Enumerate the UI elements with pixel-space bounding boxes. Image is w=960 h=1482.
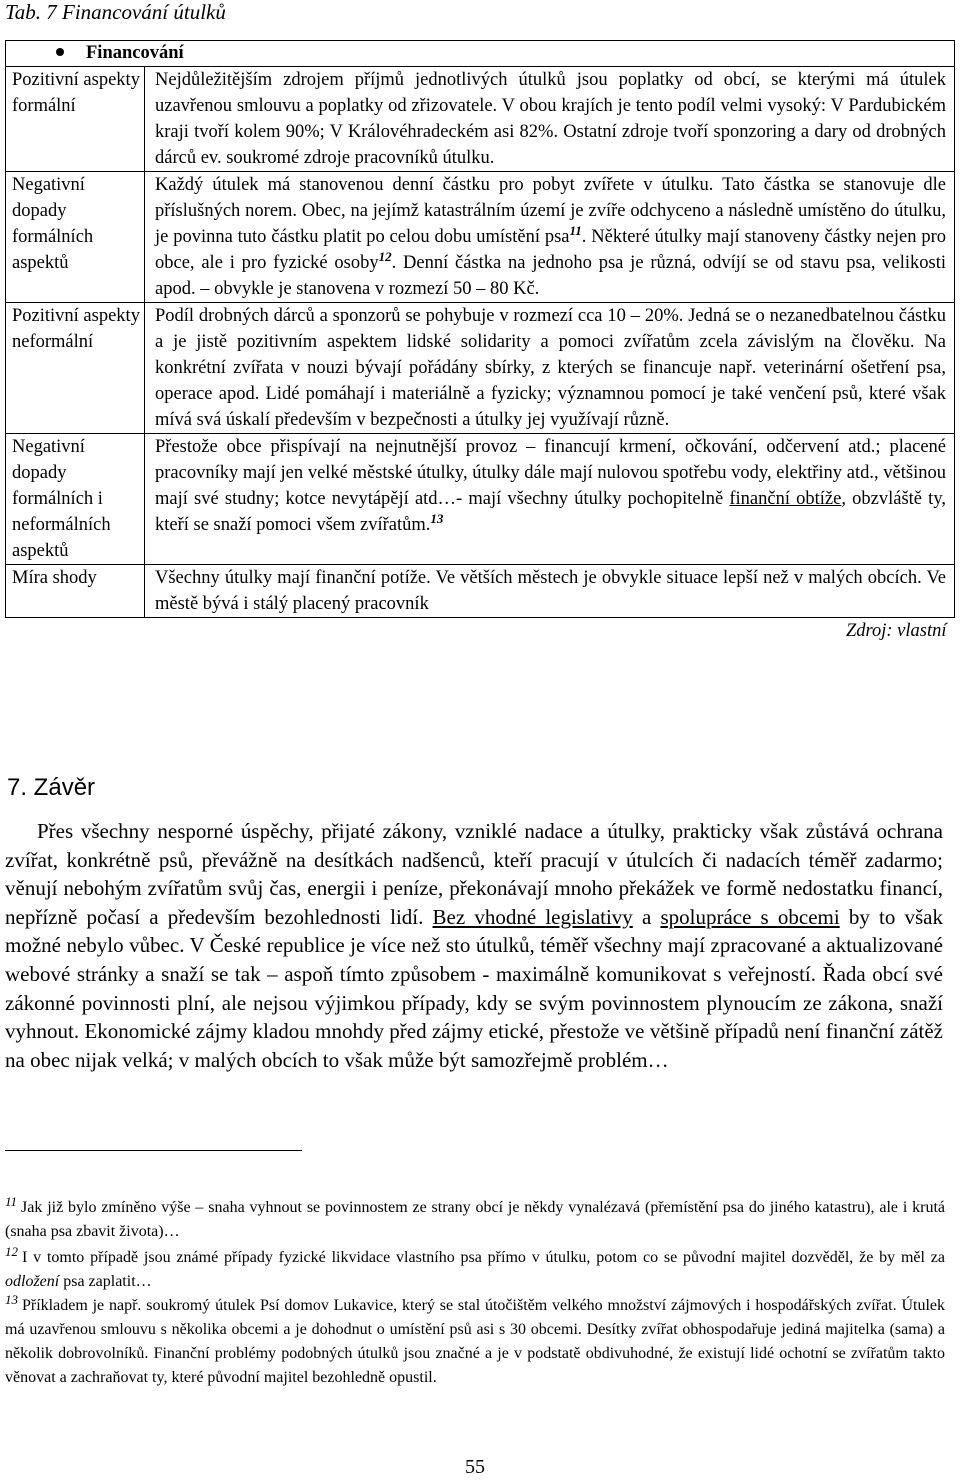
table-source: Zdroj: vlastní [845, 621, 947, 641]
table-row [6, 303, 955, 434]
row-text-part: , obzvláště ty, kteří se snaží pomoci všem zvířatům. [155, 489, 946, 535]
section-heading-cell [6, 41, 955, 67]
footnote-number: 11 [5, 1193, 18, 1209]
row-label: Míra shody [6, 565, 145, 618]
underlined-phrase: spolupráce s obcemi [660, 904, 840, 929]
row-text [145, 172, 955, 303]
source-row [6, 618, 955, 645]
section-heading: Financování [86, 43, 184, 63]
bullet-icon [56, 48, 64, 56]
table-row [6, 172, 955, 303]
row-text: Nejdůležitějším zdrojem příjmů jednotlivých útulků jsou poplatky od obcí, se kterými má útulek uzavřenou smlouvu a poplatky od zřizovatele. V obou krajích je tento podíl velmi vysoký: V Pardubickém kraji tvoří kolem 90%; V Královéhradeckém asi 82%. Ostatní zdroje tvoří sponzoring a dary od drobných dárců ev. soukromé zdroje pracovníků útulku. [145, 67, 955, 172]
footnote-divider [5, 1150, 302, 1151]
footnote-text: Příkladem je např. soukromý útulek Psí domov Lukavice, který se stal útočištěm velkého množství zájmových i hospodářských zvířat. Útulek má uzavřenou smlouvu s několika obcemi a je dohodnut o umístění psů asi s 30 obcemi. Desítky zvířat obhospodařuje jediná majitelka (sama) a několik dobrovolníků. Finanční problémy podobných útulků jsou značné a je v podstatě obdivuhodné, že existují lidé ochotní se zvířatům takto věnovat a zachraňovat ty, které původní majitel bezohledně opustil. [5, 1297, 945, 1386]
footnote-number: 13 [5, 1291, 18, 1307]
footnote-italic: odložení [5, 1273, 60, 1290]
footnote-number: 12 [5, 1243, 18, 1259]
table-row [6, 67, 955, 172]
footnote-11 [5, 1193, 945, 1244]
row-text-part: Přestože obce přispívají na nejnutnější provoz – financují krmení, očkování, odčervení atd.; placené pracovníky mají jen velké městské útulky, útulky dále mají nulovou spotřebu vody, elektřiny atd., většinou mají své studny; kotce nevytápějí atd…- mají všechny útulky pochopitelně [155, 437, 946, 509]
row-text-part: Každý útulek má stanovenou denní částku pro pobyt zvířete v útulku. Tato částka se stanovuje dle příslušných norem. Obec, na jejímž katastrálním území je zvíře odchyceno a následně umístěno do útulku, je povinna tuto částku platit po celou dobu umístění psa [155, 175, 946, 247]
row-label: Pozitivní aspekty neformální [6, 303, 145, 434]
page-number: 55 [465, 1456, 485, 1478]
paragraph-text: by to však možné nebylo vůbec. V České republice je více než sto útulků, téměř všechny mají zpracované a aktualizované webové stránky a snaží se tak – aspoň tímto způsobem - maximálně komunikovat s veřejností. Řada obcí své zákonné povinnosti plní, ale nejsou výjimkou případy, kdy se svým povinnostem plynoucím ze zákona, snaží vyhnout. Ekonomické zájmy kladou mnohdy před zájmy etické, přestože ve většině případů není finanční zátěž na obec nijak velká; v malých obcích to však může být samozřejmě problém… [5, 904, 943, 1072]
table-header-row [6, 41, 955, 67]
table-caption: Tab. 7 Financování útulků [5, 0, 226, 24]
footnote-text: I v tomto případě jsou známé případy fyzické likvidace vlastního psa přímo v útulku, potom co se původní majitel dozvěděl, že by měl za [22, 1249, 945, 1266]
paragraph-text: a [632, 904, 661, 929]
row-label: Pozitivní aspekty formální [6, 67, 145, 172]
row-text: Podíl drobných dárců a sponzorů se pohybuje v rozmezí cca 10 – 20%. Jedná se o nezanedbatelnou částku a je jistě pozitivním aspektem lidské solidarity a pomoci zvířatům zcela závislým na člověku. Na konkrétní zvířata v nouzi bývají pořádány sbírky, z kterých se financuje např. veterinární ošetření psa, operace apod. Lidé pomáhají i materiálně a fyzicky; významnou pomocí je také venčení psů, které však mívá svá úskalí především v bezpečnosti a útulky jej využívají různě. [145, 303, 955, 434]
row-label: Negativní dopady formálních i neformálních aspektů [6, 434, 145, 565]
section-heading-conclusion: 7. Závěr [7, 774, 96, 801]
footnote-12 [5, 1243, 945, 1294]
footnote-13 [5, 1291, 945, 1390]
footnote-text: Jak již bylo zmíněno výše – snaha vyhnout se povinnostem ze strany obcí je někdy vynalézavá (přemístění psa do jiného katastru), ale i krutá (snaha psa zbavit života)… [5, 1199, 945, 1240]
row-text [145, 434, 955, 565]
footnote-text: psa zaplatit… [59, 1273, 152, 1290]
paragraph-text: Přes všechny nesporné úspěchy, přijaté zákony, vzniklé nadace a útulky, prakticky však zůstává ochrana zvířat, konkrétně psů, převážně na desítkách nadšenců, kteří pracují v útulcích či nadacích téměř zadarmo; věnují nebohým zvířatům svůj čas, energii i peníze, překonávají mnoho překážek ve formě nedostatku financí, nepřízně počasí a především bezohlednosti lidí. [5, 819, 943, 929]
table-row [6, 434, 955, 565]
footnote-ref-11: 11 [569, 222, 582, 238]
underlined-phrase: finanční obtíže [729, 489, 842, 509]
row-text-part: . Některé útulky mají stanoveny částky nejen pro obce, ale i pro fyzické osoby [155, 227, 946, 273]
table-row [6, 565, 955, 618]
footnote-ref-12: 12 [378, 248, 392, 264]
underlined-phrase: Bez vhodné legislativy [432, 904, 633, 929]
row-label: Negativní dopady formálních aspektů [6, 172, 145, 303]
footnote-ref-13: 13 [430, 510, 444, 526]
row-text: Všechny útulky mají finanční potíže. Ve větších městech je obvykle situace lepší než v malých obcích. Ve městě bývá i stálý placený pracovník [145, 565, 955, 618]
row-text-part: . Denní částka na jednoho psa je různá, odvíjí se od stavu psa, velikosti apod. – obvykle je stanovena v rozmezí 50 – 80 Kč. [155, 253, 947, 299]
conclusion-paragraph [5, 817, 943, 1074]
financing-table [5, 40, 955, 644]
